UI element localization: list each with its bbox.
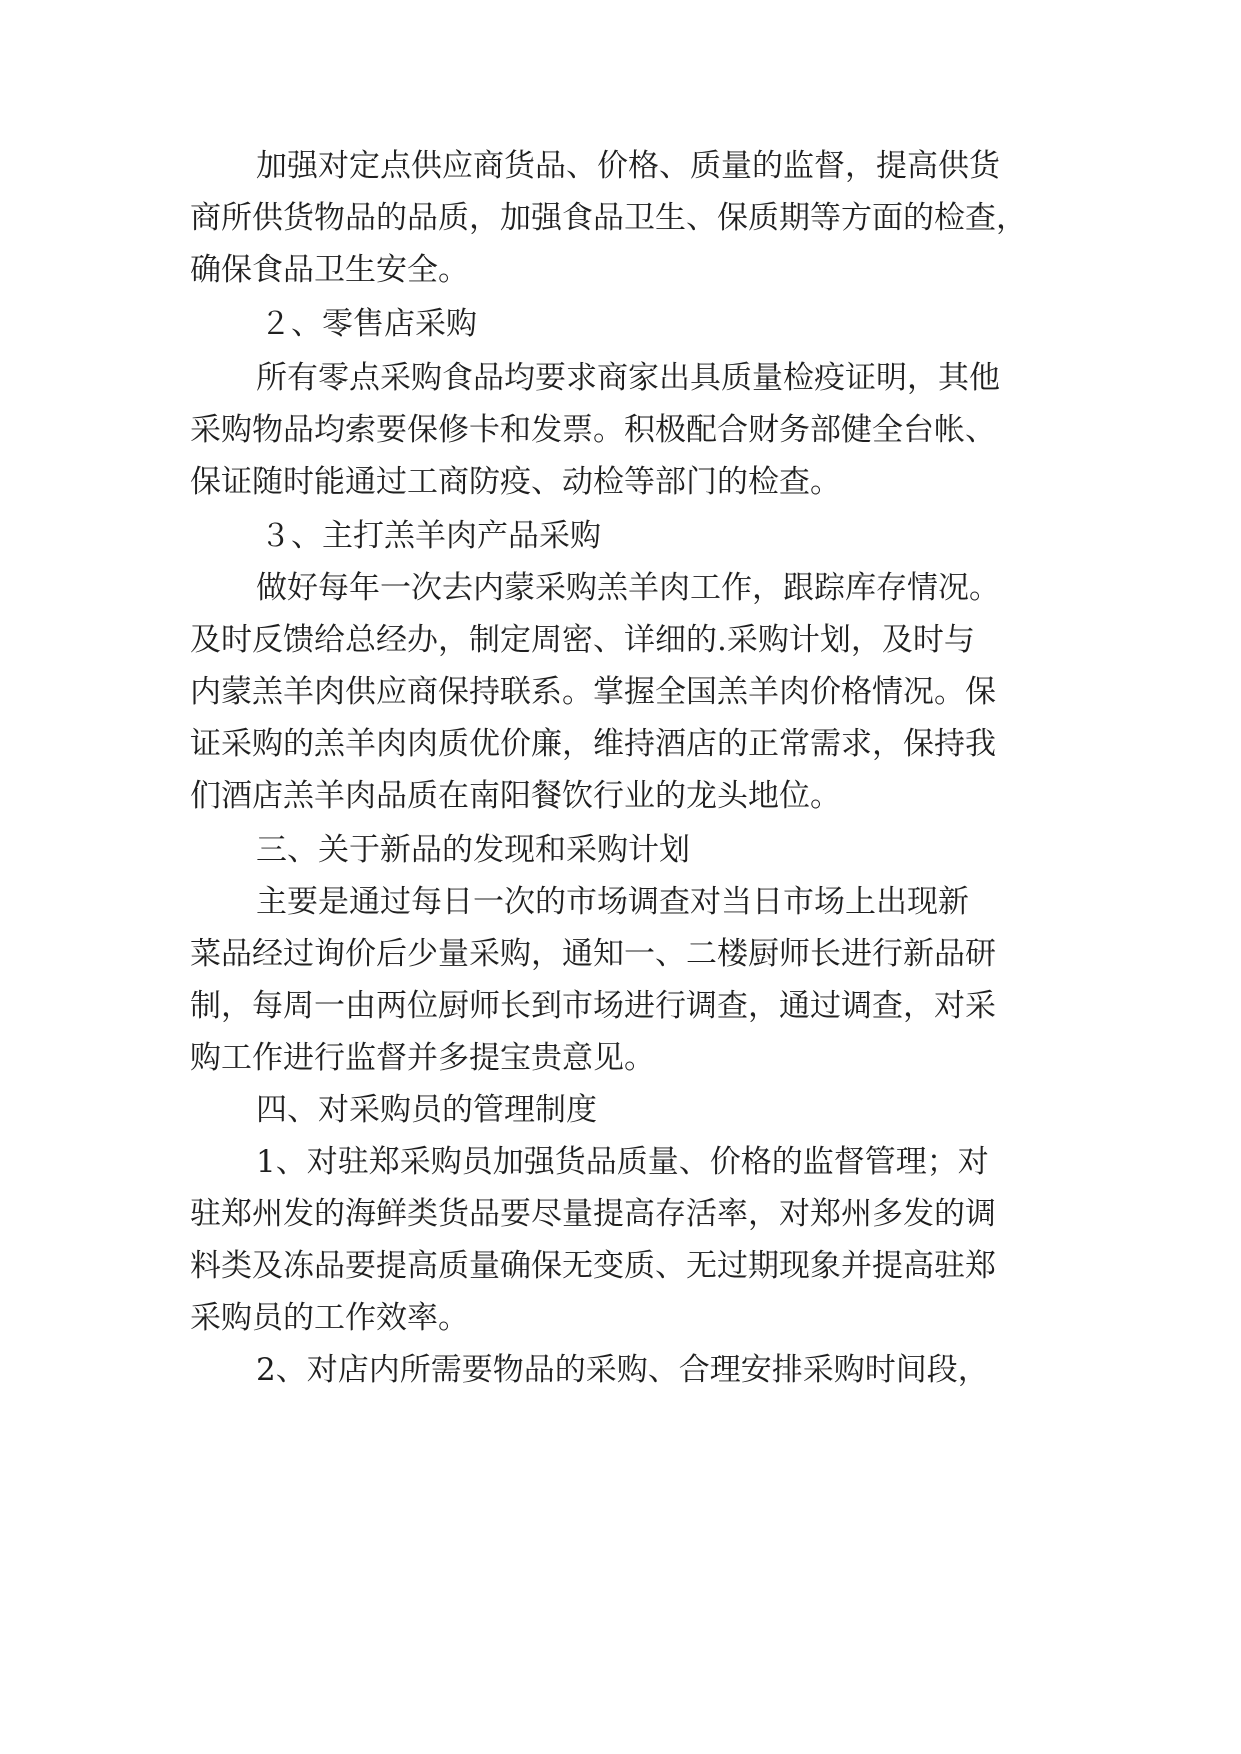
paragraph-line: 采购员的工作效率。 [190,1300,469,1336]
section-heading: ３、主打羔羊肉产品采购 [260,518,601,554]
paragraph-line: 确保食品卫生安全。 [190,252,469,288]
paragraph-line: 主要是通过每日一次的市场调查对当日市场上出现新 [256,884,969,920]
paragraph-line: 们酒店羔羊肉品质在南阳餐饮行业的龙头地位。 [190,778,841,814]
paragraph-line: 采购物品均索要保修卡和发票。积极配合财务部健全台帐、 [190,412,996,448]
paragraph-line: 购工作进行监督并多提宝贵意见。 [190,1040,655,1076]
paragraph-line: 加强对定点供应商货品、价格、质量的监督，提高供货 [256,148,1000,184]
paragraph-line: 保证随时能通过工商防疫、动检等部门的检查。 [190,464,841,500]
paragraph-line: 制，每周一由两位厨师长到市场进行调查，通过调查，对采 [190,988,996,1024]
paragraph-line: 1、对驻郑采购员加强货品质量、价格的监督管理；对 [256,1144,989,1180]
paragraph-line: 证采购的羔羊肉肉质优价廉，维持酒店的正常需求，保持我 [190,726,996,762]
paragraph-line: 做好每年一次去内蒙采购羔羊肉工作，跟踪库存情况。 [256,570,1000,606]
paragraph-line: 所有零点采购食品均要求商家出具质量检疫证明，其他 [256,360,1000,396]
paragraph-line: 及时反馈给总经办，制定周密、详细的.采购计划，及时与 [190,622,975,658]
paragraph-line: 菜品经过询价后少量采购，通知一、二楼厨师长进行新品研 [190,936,996,972]
paragraph-line: 2、对店内所需要物品的采购、合理安排采购时间段， [256,1352,989,1388]
paragraph-line: 内蒙羔羊肉供应商保持联系。掌握全国羔羊肉价格情况。保 [190,674,996,710]
section-heading: 四、对采购员的管理制度 [256,1092,597,1128]
section-heading: ２、零售店采购 [260,306,477,342]
section-heading: 三、关于新品的发现和采购计划 [256,832,690,868]
paragraph-line: 商所供货物品的品质，加强食品卫生、保质期等方面的检查， [190,200,1027,236]
paragraph-line: 驻郑州发的海鲜类货品要尽量提高存活率，对郑州多发的调 [190,1196,996,1232]
paragraph-line: 料类及冻品要提高质量确保无变质、无过期现象并提高驻郑 [190,1248,996,1284]
